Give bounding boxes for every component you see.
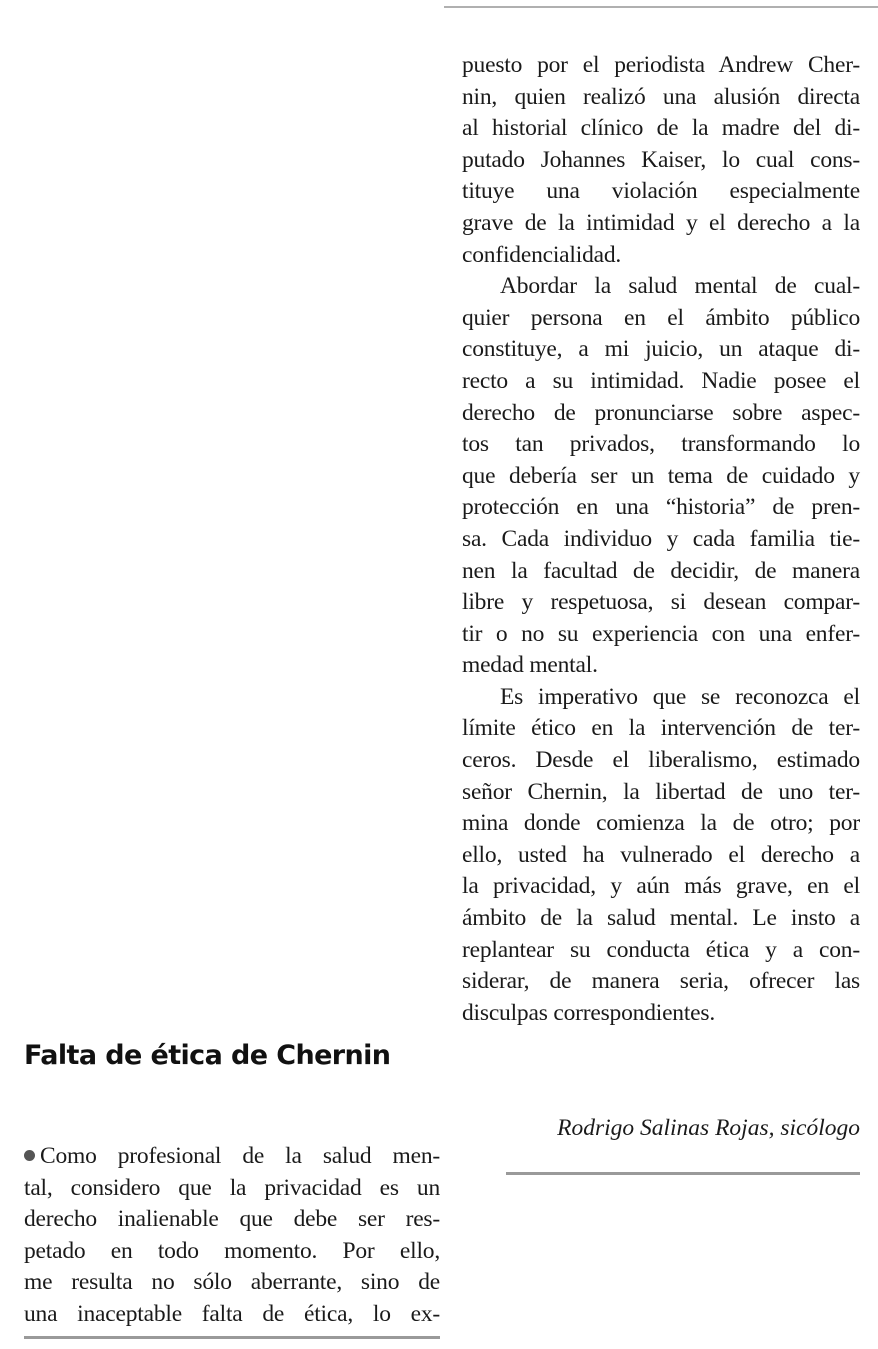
body-line: ámbito de la salud mental. Le insto a [462,905,860,932]
letter-signature: Rodrigo Salinas Rojas, sicólogo [557,1115,860,1141]
body-line: nen la facultad de decidir, de manera [462,557,860,584]
bullet-icon [24,1150,35,1161]
letter-body-left-column [24,1141,440,1331]
body-line: una inaceptable falta de ética, lo ex- [24,1300,440,1327]
body-line: que debería ser un tema de cuidado y [462,462,860,489]
body-line: tal, considero que la privacidad es un [24,1174,440,1201]
body-line: libre y respetuosa, si desean compar- [462,589,860,616]
body-line: tos tan privados, transformando lo [462,431,860,458]
body-line: putado Johannes Kaiser, lo cual cons- [462,146,860,173]
body-line: tituye una violación especialmente [462,178,860,205]
body-line: replantear su conducta ética y a con- [462,936,860,963]
paragraph [462,50,860,271]
body-line: disculpas correspondientes. [462,999,716,1026]
body-line: Es imperativo que se reconozca el [500,683,860,710]
body-line: derecho inalienable que debe ser res- [24,1206,440,1233]
body-line: mina donde comienza la de otro; por [462,810,860,837]
body-line: petado en todo momento. Por ello, [24,1237,440,1264]
paragraph [462,271,860,682]
body-line: Abordar la salud mental de cual- [500,273,860,300]
left-column-end-divider [24,1336,440,1339]
body-line: protección en una “historia” de pren- [462,494,860,521]
body-line: derecho de pronunciarse sobre aspec- [462,399,860,426]
right-column-end-divider [506,1172,860,1175]
body-line: la privacidad, y aún más grave, en el [462,873,860,900]
body-line: señor Chernin, la libertad de uno ter- [462,778,860,805]
body-line: me resulta no sólo aberrante, sino de [24,1269,440,1296]
body-line: Como profesional de la salud men- [24,1141,440,1173]
letter-body-right-column [462,50,860,1029]
body-line: confidencialidad. [462,241,622,268]
body-line: tir o no su experiencia con una enfer- [462,620,860,647]
letter-headline: Falta de ética de Chernin [24,1040,391,1071]
body-line: siderar, de manera seria, ofrecer las [462,968,860,995]
body-line: límite ético en la intervención de ter- [462,715,860,742]
body-line: constituye, a mi juicio, un ataque di- [462,336,860,363]
body-line: sa. Cada individuo y cada familia tie- [462,525,860,552]
body-line: al historial clínico de la madre del di- [462,115,860,142]
body-line: medad mental. [462,652,598,679]
body-line: ello, usted ha vulnerado el derecho a [462,841,860,868]
top-divider [444,6,878,8]
body-line: quier persona en el ámbito público [462,304,860,331]
body-line: recto a su intimidad. Nadie posee el [462,367,860,394]
body-line: ceros. Desde el liberalismo, estimado [462,747,860,774]
body-line: puesto por el periodista Andrew Cher- [462,52,860,78]
paragraph [462,682,860,1030]
body-line: grave de la intimidad y el derecho a la [462,209,860,236]
body-line: nin, quien realizó una alusión directa [462,83,860,110]
